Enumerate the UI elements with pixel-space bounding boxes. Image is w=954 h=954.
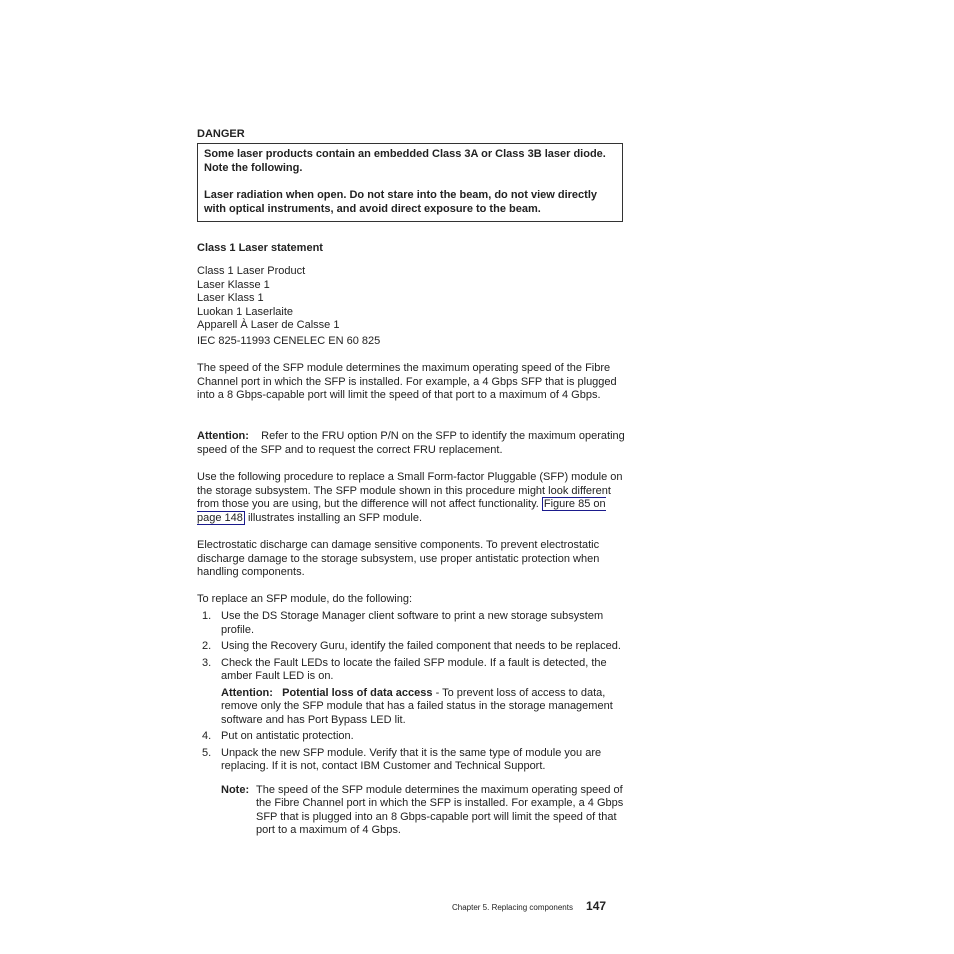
laser-class-item: Laser Klass 1 (197, 292, 264, 304)
step-text: Put on antistatic protection. (221, 730, 354, 742)
sfp-speed-paragraph: The speed of the SFP module determines the maximum operating speed of the Fibre Channel port in which the SFP is installed. For example, a 4 Gbps SFP that is plugged into a 8 Gbps-capable port will limit the speed of that port to a maximum of 4 Gbps. (197, 362, 617, 401)
step-text: Unpack the new SFP module. Verify that it is the same type of module you are replacing. If it is not, contact IBM Customer and Technical Support. (221, 746, 602, 772)
danger-notice-box (197, 143, 623, 222)
attention-text: Refer to the FRU option P/N on the SFP to identify the maximum operating speed of the SFP and to request the correct FRU replacement. (197, 430, 625, 456)
attention-label: Attention: (221, 686, 273, 699)
danger-title: DANGER (197, 128, 245, 140)
danger-text-1: Some laser products contain an embedded Class 3A or Class 3B laser diode. Note the following. (204, 148, 606, 174)
step-number: 1. (202, 610, 212, 622)
list-item (197, 730, 627, 744)
page-number: 147 (586, 899, 607, 913)
laser-class-item: Laser Klasse 1 (197, 278, 270, 291)
procedure-intro-after-link: illustrates installing an SFP module. (247, 511, 423, 524)
procedure-intro-text: Use the following procedure to replace a Small Form-factor Pluggable (SFP) module on the storage subsystem. The SFP module shown in this procedure might look different from those you are using, but the difference will not affect functionality. (197, 471, 623, 510)
laser-statement-heading: Class 1 Laser statement (197, 242, 323, 254)
laser-class-item: Apparell À Laser de Calsse 1 (197, 319, 340, 331)
step-text: Using the Recovery Guru, identify the failed component that needs to be replaced. (221, 640, 621, 652)
page-footer (452, 900, 625, 915)
attention-bold-text: Potential loss of data access (282, 686, 433, 699)
laser-class-list (197, 265, 625, 333)
chapter-title: Chapter 5. Replacing components (452, 903, 573, 912)
laser-class-item: Luokan 1 Laserlaite (197, 305, 294, 318)
step-text: Check the Fault LEDs to locate the failed SFP module. If a fault is detected, the amber Fault LED is on. (221, 656, 607, 682)
step-attention (221, 687, 627, 728)
laser-class-item: Class 1 Laser Product (197, 265, 306, 277)
note-text: The speed of the SFP module determines the maximum operating speed of the Fibre Channel port in which the SFP is installed. For example, a 4 Gbps SFP that is plugged into an 8 Gbps-capable port will limit the speed of that port to a maximum of 4 Gbps. (256, 783, 624, 836)
steps-intro: To replace an SFP module, do the following: (197, 593, 413, 605)
iec-standard: IEC 825-11993 CENELEC EN 60 825 (197, 335, 381, 347)
attention-paragraph (197, 430, 625, 457)
step-number: 3. (202, 656, 212, 669)
step-number: 5. (202, 746, 212, 759)
note-label: Note: (221, 783, 250, 796)
list-item (197, 610, 627, 637)
step-text: Use the DS Storage Manager client software to print a new storage subsystem profile. (221, 610, 604, 636)
procedure-intro-paragraph (197, 471, 625, 525)
step-note (221, 784, 627, 838)
list-item (197, 747, 627, 838)
list-item (197, 640, 627, 654)
attention-label: Attention: (197, 430, 249, 442)
steps-list (197, 610, 627, 841)
step-number: 2. (202, 640, 212, 652)
step-number: 4. (202, 730, 212, 742)
figure-link[interactable]: Figure 85 on page 148 (197, 498, 606, 524)
attention-text: - To prevent loss of access to data, remove only the SFP module that has a failed status in the storage management software and has Port Bypass LED lit. (221, 686, 613, 726)
list-item (197, 657, 627, 728)
danger-text-2: Laser radiation when open. Do not stare into the beam, do not view directly with optical instruments, and avoid direct exposure to the beam. (204, 189, 598, 215)
esd-paragraph: Electrostatic discharge can damage sensitive components. To prevent electrostatic discharge damage to the storage subsystem, use proper antistatic protection when handling components. (197, 539, 600, 578)
